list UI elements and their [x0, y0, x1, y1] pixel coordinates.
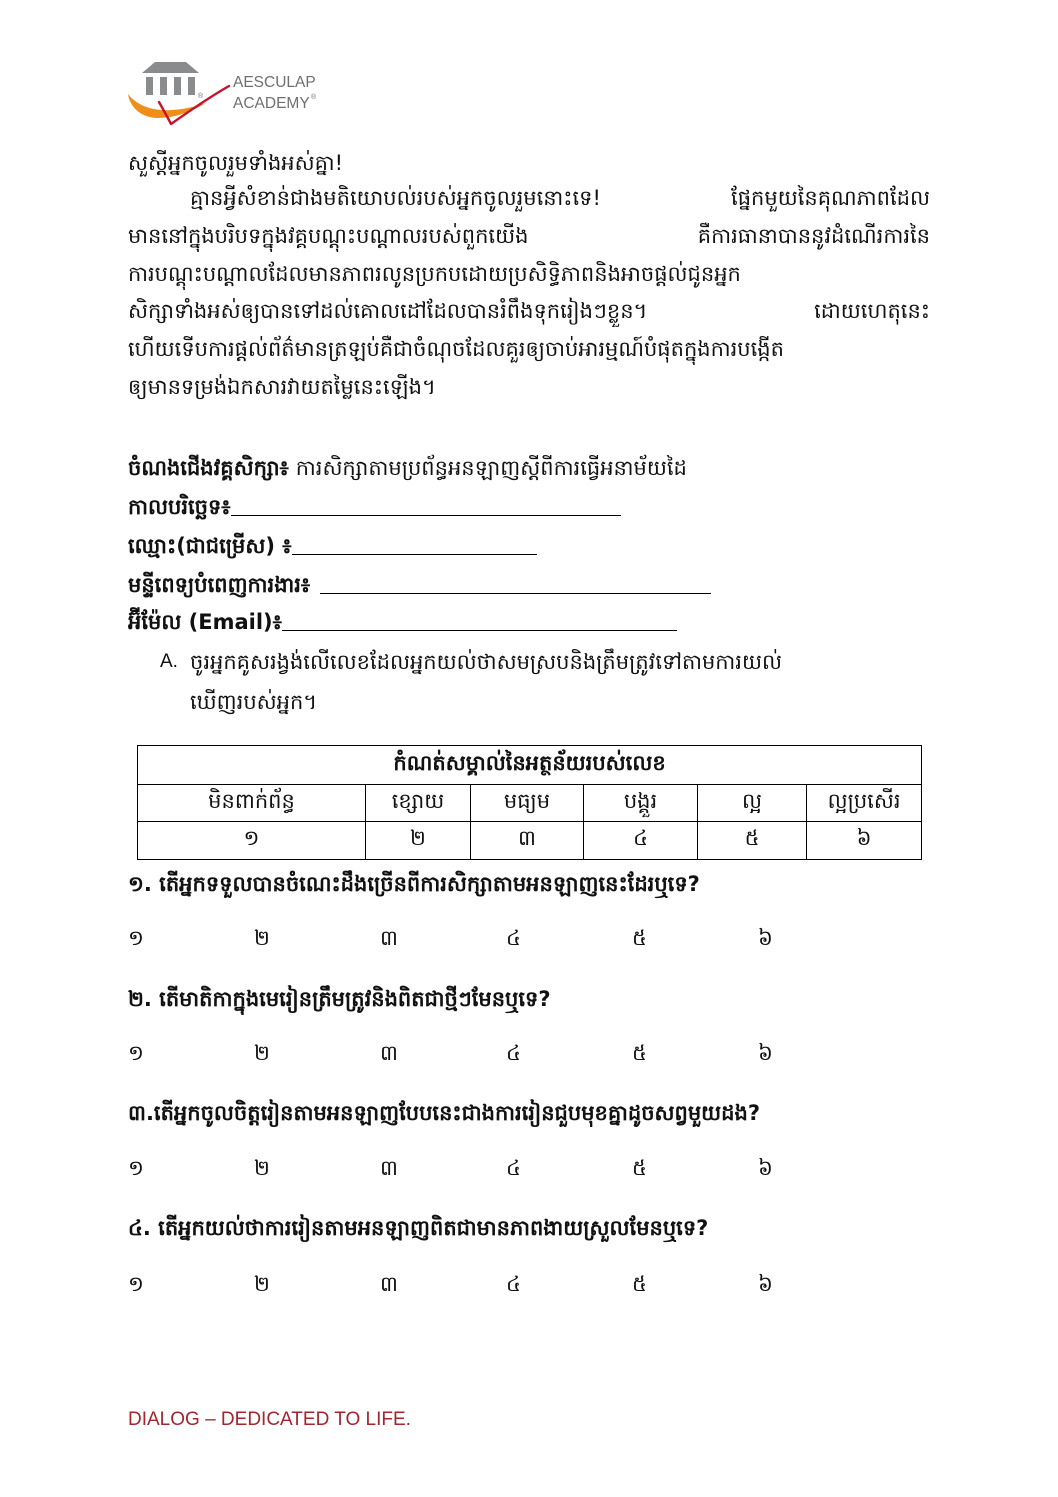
hospital-label: មន្ទីពេទ្យបំពេញការងារ៖ — [128, 573, 311, 597]
rating-option: ៥ — [632, 1272, 647, 1296]
legend-number: ៦ — [807, 822, 922, 860]
rating-option: ៣ — [380, 1156, 398, 1180]
temple-columns-icon — [142, 62, 199, 95]
aesculap-academy-logo — [128, 58, 328, 130]
legend-label: បង្គួរ — [584, 785, 698, 822]
rating-option: ៤ — [506, 1041, 521, 1065]
course-title-row — [128, 452, 930, 484]
instruction-line: ឃើញរបស់អ្នក។ — [190, 690, 318, 714]
legend-number: ១ — [138, 822, 366, 860]
rating-option: ៥ — [632, 1041, 647, 1065]
name-blank-line — [292, 530, 537, 555]
rating-option: ២ — [254, 1156, 270, 1180]
name-row — [128, 530, 930, 562]
date-label: កាលបរិច្ឆេទ៖ — [128, 495, 231, 519]
rating-option: ៤ — [506, 1272, 521, 1296]
logo-line-2: ACADEMY — [233, 95, 310, 112]
question-2: ២. តើមាតិកាក្នុងមេរៀនត្រឹមត្រូវនិងពិតជាថ្មីៗមែនឬទេ? — [128, 987, 551, 1011]
list-marker: A. — [160, 651, 178, 672]
rating-option: ១ — [128, 1041, 144, 1065]
rating-option: ៤ — [506, 1156, 521, 1180]
intro-line: ឲ្យមានទម្រង់ឯកសារវាយតម្លៃនេះឡើង។ — [128, 375, 436, 399]
legend-title-row — [138, 746, 922, 785]
email-label: អ៊ីម៉ែល (Email)៖ — [128, 610, 282, 634]
rating-scale-1 — [128, 922, 888, 954]
rating-option: ៦ — [758, 1156, 773, 1180]
rating-option: ៥ — [632, 926, 647, 950]
course-title-value: ការសិក្សាតាមប្រព័ន្ធអនឡាញស្តីពីការធ្វើអនាម័យដៃ — [295, 456, 687, 480]
legend-number: ៥ — [698, 822, 807, 860]
intro-line: ហើយទើបការផ្តល់ព័ត៌មានត្រឡប់គឺជាចំណុចដែលគួរឲ្យចាប់អារម្មណ៍បំផុតក្នុងការបង្កើត — [128, 337, 784, 361]
rating-scale-2 — [128, 1037, 888, 1069]
rating-option: ៣ — [380, 1272, 398, 1296]
registered-mark: ® — [311, 94, 317, 101]
rating-legend-table — [137, 745, 922, 860]
rating-option: ២ — [254, 1041, 270, 1065]
rating-scale-3 — [128, 1152, 888, 1184]
rating-option: ៦ — [758, 926, 773, 950]
rating-option: ២ — [254, 1272, 270, 1296]
rating-option: ១ — [128, 1272, 144, 1296]
email-row — [128, 606, 930, 638]
legend-label: ល្អ — [698, 785, 807, 822]
question-1: ១. តើអ្នកទទួលបានចំណេះដឹងច្រើនពីការសិក្សាតាមអនឡាញនេះដែរឬទេ? — [128, 872, 700, 896]
date-blank-line — [231, 491, 621, 516]
hospital-blank-line — [320, 569, 711, 594]
legend-title: កំណត់សម្គាល់នៃអត្ថន័យរបស់លេខ — [138, 746, 922, 785]
legend-label: មិនពាក់ព័ន្ធ — [138, 785, 366, 822]
intro-line: គ្មានអ្វីសំខាន់ជាងមតិយោបល់របស់អ្នកចូលរួមនោះទេ! ផ្នែកមួយនៃគុណភាពដែល — [190, 186, 930, 210]
hospital-row — [128, 569, 930, 601]
greeting: សួស្តីអ្នកចូលរួមទាំងអស់គ្នា! — [128, 151, 344, 175]
rating-option: ៣ — [380, 926, 398, 950]
name-label: ឈ្មោះ(ជាជម្រើស) ៖ — [128, 534, 292, 558]
legend-label: មធ្យម — [471, 785, 584, 822]
rating-option: ១ — [128, 1156, 144, 1180]
instruction-line: ចូរអ្នកគូសរង្វង់លើលេខដែលអ្នកយល់ថាសមស្របនិងត្រឹមត្រូវទៅតាមការយល់ — [190, 650, 782, 674]
legend-number: ៤ — [584, 822, 698, 860]
rating-option: ៤ — [506, 926, 521, 950]
rating-option: ១ — [128, 926, 144, 950]
question-4: ៤. តើអ្នកយល់ថាការរៀនតាមអនឡាញពិតជាមានភាពងាយស្រួលមែនឬទេ? — [128, 1216, 709, 1240]
legend-label: ខ្សោយ — [366, 785, 471, 822]
legend-number: ៣ — [471, 822, 584, 860]
registered-mark: ® — [198, 93, 204, 100]
intro-line: ការបណ្តុះបណ្តាលដែលមានភាពរលូនប្រកបដោយប្រសិទ្ធិភាពនិងអាចផ្តល់ជូនអ្នក — [128, 262, 741, 286]
email-blank-line — [282, 606, 677, 631]
intro-line: មាននៅក្នុងបរិបទក្នុងវគ្គបណ្តុះបណ្តាលរបស់ពួកយើង គឺការធានាបាននូវដំណើរការនៃ — [128, 224, 930, 248]
footer-tagline: DIALOG – DEDICATED TO LIFE. — [128, 1409, 411, 1430]
rating-option: ៥ — [632, 1156, 647, 1180]
rating-scale-4 — [128, 1268, 888, 1300]
legend-number: ២ — [366, 822, 471, 860]
course-title-label: ចំណងជើងវគ្គសិក្សា៖ — [128, 456, 289, 480]
rating-option: ៦ — [758, 1041, 773, 1065]
intro-line: សិក្សាទាំងអស់ឲ្យបានទៅដល់គោលដៅដែលបានរំពឹងទុករៀងៗខ្លួន។ ដោយហេតុនេះ — [128, 299, 930, 323]
legend-label: ល្អប្រសើរ — [807, 785, 922, 822]
legend-numbers-row — [138, 822, 922, 860]
logo-line-1: AESCULAP — [233, 74, 316, 91]
question-3: ៣.តើអ្នកចូលចិត្តរៀនតាមអនឡាញបែបនេះជាងការរៀនជួបមុខគ្នាដូចសព្វមួយដង? — [128, 1101, 761, 1125]
rating-option: ៦ — [758, 1272, 773, 1296]
rating-option: ២ — [254, 926, 270, 950]
rating-option: ៣ — [380, 1041, 398, 1065]
legend-labels-row — [138, 785, 922, 822]
date-row — [128, 491, 930, 523]
